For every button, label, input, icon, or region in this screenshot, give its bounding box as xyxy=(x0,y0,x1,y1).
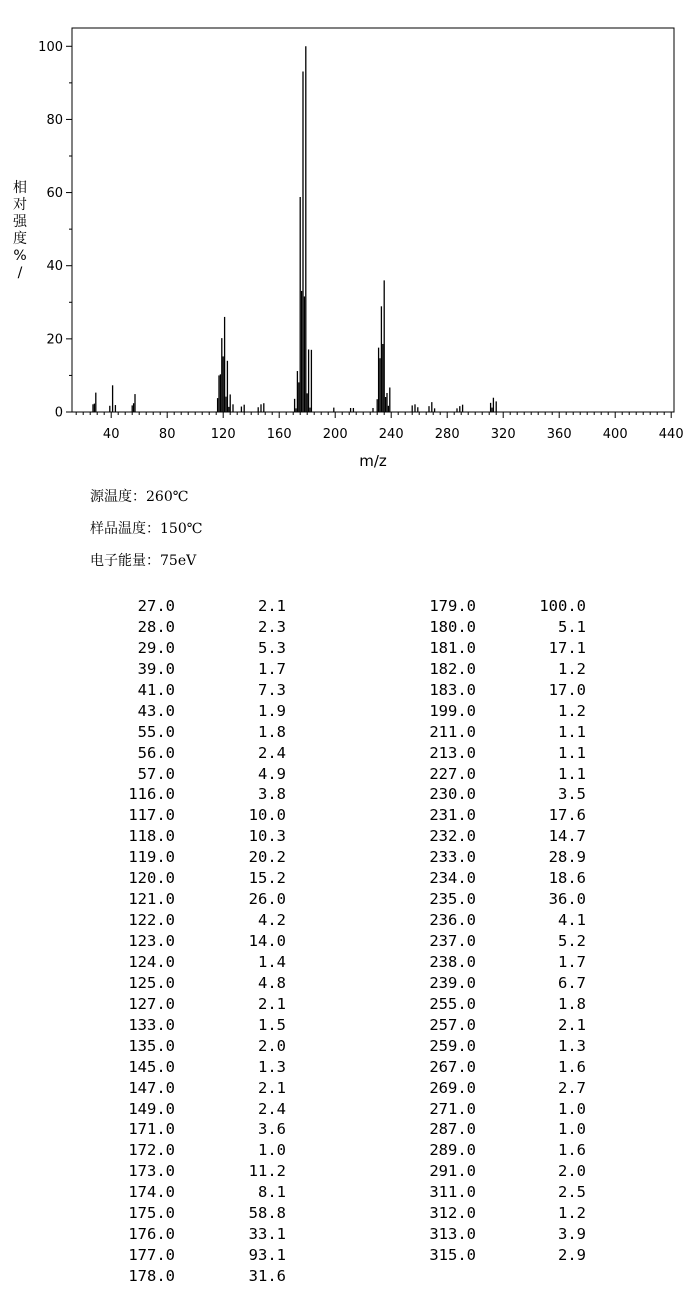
peak-intensity: 1.0 xyxy=(558,1120,586,1139)
peak-row xyxy=(0,826,300,847)
peak-intensity: 2.4 xyxy=(258,743,286,762)
peak-mz: 171.0 xyxy=(128,1120,175,1139)
peak-row xyxy=(301,931,601,952)
peak-row xyxy=(0,994,300,1015)
peak-row xyxy=(301,596,601,617)
peak-mz: 174.0 xyxy=(128,1183,175,1202)
peak-mz: 287.0 xyxy=(429,1120,476,1139)
peak-intensity: 5.1 xyxy=(558,617,586,636)
peak-row xyxy=(0,1015,300,1036)
peak-intensity: 1.8 xyxy=(558,994,586,1013)
peak-intensity: 1.1 xyxy=(558,743,586,762)
peak-mz: 315.0 xyxy=(429,1246,476,1265)
source-temperature: 源温度：260℃ xyxy=(90,489,189,505)
peak-intensity: 2.0 xyxy=(258,1036,286,1055)
peak-row xyxy=(301,868,601,889)
peak-row xyxy=(0,1119,300,1140)
peak-mz: 27.0 xyxy=(137,597,175,615)
peak-intensity: 2.7 xyxy=(558,1078,586,1097)
peak-intensity: 2.1 xyxy=(258,994,286,1013)
peak-intensity: 100.0 xyxy=(539,597,586,615)
peak-mz: 117.0 xyxy=(128,806,175,825)
peak-row xyxy=(0,805,300,826)
peak-row xyxy=(301,973,601,994)
peak-intensity: 2.4 xyxy=(258,1099,286,1118)
peak-intensity: 7.3 xyxy=(258,680,286,699)
peak-row xyxy=(0,889,300,910)
y-tick-label: 40 xyxy=(46,259,63,275)
x-tick-label: 240 xyxy=(378,427,404,442)
peak-intensity: 10.0 xyxy=(248,806,286,825)
peak-row xyxy=(0,1203,300,1224)
x-tick-label: 120 xyxy=(210,427,236,442)
peak-mz: 135.0 xyxy=(128,1036,175,1055)
plot-frame xyxy=(72,28,674,412)
y-tick-label: 60 xyxy=(46,186,63,202)
peak-intensity: 17.1 xyxy=(548,638,586,657)
peak-mz: 234.0 xyxy=(429,869,476,888)
peak-intensity: 4.1 xyxy=(558,911,586,930)
peak-row xyxy=(0,596,300,617)
peak-row xyxy=(0,617,300,638)
x-tick-label: 440 xyxy=(658,427,684,442)
peak-mz: 239.0 xyxy=(429,973,476,992)
peak-intensity: 2.1 xyxy=(258,597,286,615)
peak-row xyxy=(301,764,601,785)
peak-row xyxy=(301,1161,601,1182)
peak-row xyxy=(301,826,601,847)
peak-intensity: 2.1 xyxy=(558,1015,586,1034)
x-axis-label: m/z xyxy=(359,452,387,470)
peak-mz: 180.0 xyxy=(429,617,476,636)
peak-intensity: 1.8 xyxy=(258,722,286,741)
peak-mz: 133.0 xyxy=(128,1015,175,1034)
peak-mz: 39.0 xyxy=(137,659,175,678)
peak-table-right xyxy=(301,596,601,1266)
peak-intensity: 8.1 xyxy=(258,1183,286,1202)
peak-intensity: 2.5 xyxy=(558,1183,586,1202)
peak-row xyxy=(301,910,601,931)
peak-mz: 230.0 xyxy=(429,785,476,804)
peak-row xyxy=(0,952,300,973)
peak-row xyxy=(301,1057,601,1078)
peak-row xyxy=(0,784,300,805)
peak-mz: 127.0 xyxy=(128,994,175,1013)
peak-row xyxy=(0,743,300,764)
peak-row xyxy=(301,1036,601,1057)
peak-row xyxy=(301,659,601,680)
peak-intensity: 36.0 xyxy=(548,890,586,909)
peak-mz: 123.0 xyxy=(128,932,175,950)
peak-intensity: 10.3 xyxy=(248,827,286,846)
peak-row xyxy=(301,701,601,722)
peak-intensity: 1.0 xyxy=(558,1099,586,1118)
peak-mz: 41.0 xyxy=(137,680,175,699)
peak-row xyxy=(0,931,300,952)
peak-mz: 231.0 xyxy=(429,806,476,825)
peak-intensity: 1.6 xyxy=(558,1141,586,1160)
peak-intensity: 1.2 xyxy=(558,659,586,678)
peak-intensity: 11.2 xyxy=(248,1162,286,1181)
x-tick-label: 280 xyxy=(434,427,460,442)
peak-intensity: 28.9 xyxy=(548,848,586,867)
peak-mz: 55.0 xyxy=(137,722,175,741)
peak-mz: 313.0 xyxy=(429,1225,476,1244)
peak-mz: 183.0 xyxy=(429,680,476,699)
peak-row xyxy=(301,1140,601,1161)
peak-mz: 267.0 xyxy=(429,1057,476,1076)
peak-mz: 122.0 xyxy=(128,911,175,930)
peak-intensity: 26.0 xyxy=(248,890,286,909)
peak-mz: 176.0 xyxy=(128,1225,175,1244)
x-tick-label: 400 xyxy=(602,427,628,442)
peak-row xyxy=(0,1161,300,1182)
peak-mz: 57.0 xyxy=(137,764,175,783)
peak-row xyxy=(0,973,300,994)
peak-row xyxy=(301,1224,601,1245)
sample-temperature: 样品温度：150℃ xyxy=(90,521,203,537)
peak-row xyxy=(0,1078,300,1099)
peak-intensity: 1.3 xyxy=(258,1057,286,1076)
peak-mz: 211.0 xyxy=(429,722,476,741)
peak-row xyxy=(301,847,601,868)
peak-row xyxy=(0,1140,300,1161)
peak-row xyxy=(0,847,300,868)
peak-mz: 177.0 xyxy=(128,1246,175,1265)
peak-intensity: 2.0 xyxy=(558,1162,586,1181)
peak-intensity: 20.2 xyxy=(248,848,286,867)
peak-row xyxy=(301,1245,601,1266)
peak-mz: 269.0 xyxy=(429,1078,476,1097)
peak-mz: 232.0 xyxy=(429,827,476,846)
x-axis xyxy=(76,412,683,442)
y-axis-label: 相对强度% / xyxy=(13,180,27,281)
peak-mz: 235.0 xyxy=(429,890,476,909)
peak-table-left xyxy=(0,596,300,1287)
y-tick-label: 80 xyxy=(46,112,63,128)
peak-row xyxy=(301,952,601,973)
peak-intensity: 6.7 xyxy=(558,973,586,992)
peak-row xyxy=(0,910,300,931)
peak-row xyxy=(0,701,300,722)
y-axis xyxy=(38,40,72,421)
peak-intensity: 17.6 xyxy=(548,806,586,825)
peak-row xyxy=(301,680,601,701)
peak-mz: 56.0 xyxy=(137,743,175,762)
peak-intensity: 31.6 xyxy=(248,1267,286,1285)
peak-mz: 119.0 xyxy=(128,848,175,867)
peak-intensity: 5.3 xyxy=(258,638,286,657)
peak-intensity: 1.7 xyxy=(258,659,286,678)
peak-intensity: 15.2 xyxy=(248,869,286,888)
peak-intensity: 14.7 xyxy=(548,827,586,846)
peak-bars xyxy=(93,46,496,412)
peak-mz: 28.0 xyxy=(137,617,175,636)
peak-mz: 118.0 xyxy=(128,827,175,846)
peak-intensity: 1.1 xyxy=(558,764,586,783)
peak-row xyxy=(0,1245,300,1266)
peak-mz: 311.0 xyxy=(429,1183,476,1202)
peak-intensity: 1.0 xyxy=(258,1141,286,1160)
peak-mz: 147.0 xyxy=(128,1078,175,1097)
x-tick-label: 360 xyxy=(546,427,572,442)
peak-mz: 227.0 xyxy=(429,764,476,783)
peak-intensity: 3.6 xyxy=(258,1120,286,1139)
peak-mz: 124.0 xyxy=(128,952,175,971)
peak-intensity: 1.4 xyxy=(258,952,286,971)
peak-mz: 149.0 xyxy=(128,1099,175,1118)
peak-row xyxy=(0,1224,300,1245)
peak-mz: 29.0 xyxy=(137,638,175,657)
peak-mz: 233.0 xyxy=(429,848,476,867)
peak-intensity: 93.1 xyxy=(248,1246,286,1265)
peak-mz: 179.0 xyxy=(429,597,476,615)
peak-row xyxy=(0,722,300,743)
y-tick-label: 20 xyxy=(46,332,63,348)
peak-mz: 271.0 xyxy=(429,1099,476,1118)
peak-mz: 120.0 xyxy=(128,869,175,888)
peak-mz: 213.0 xyxy=(429,743,476,762)
peak-row xyxy=(301,743,601,764)
peak-mz: 43.0 xyxy=(137,701,175,720)
peak-row xyxy=(301,1119,601,1140)
peak-row xyxy=(301,784,601,805)
peak-mz: 312.0 xyxy=(429,1204,476,1223)
x-tick-label: 40 xyxy=(102,427,120,442)
peak-row xyxy=(0,1036,300,1057)
peak-mz: 116.0 xyxy=(128,785,175,804)
peak-row xyxy=(301,617,601,638)
peak-mz: 178.0 xyxy=(128,1267,175,1285)
peak-intensity: 2.1 xyxy=(258,1078,286,1097)
peak-intensity: 1.9 xyxy=(258,701,286,720)
peak-intensity: 17.0 xyxy=(548,680,586,699)
peak-mz: 257.0 xyxy=(429,1015,476,1034)
peak-mz: 236.0 xyxy=(429,911,476,930)
peak-row xyxy=(301,722,601,743)
mass-spectrum-chart xyxy=(0,0,696,480)
peak-row xyxy=(0,1099,300,1120)
peak-intensity: 18.6 xyxy=(548,869,586,888)
peak-mz: 259.0 xyxy=(429,1036,476,1055)
peak-row xyxy=(301,1203,601,1224)
peak-intensity: 3.9 xyxy=(558,1225,586,1244)
peak-mz: 175.0 xyxy=(128,1204,175,1223)
peak-row xyxy=(0,764,300,785)
peak-row xyxy=(0,1057,300,1078)
peak-mz: 121.0 xyxy=(128,890,175,909)
peak-intensity: 5.2 xyxy=(558,932,586,950)
x-tick-label: 320 xyxy=(490,427,516,442)
peak-intensity: 1.6 xyxy=(558,1057,586,1076)
peak-mz: 173.0 xyxy=(128,1162,175,1181)
peak-row xyxy=(301,805,601,826)
peak-intensity: 4.9 xyxy=(258,764,286,783)
peak-row xyxy=(301,1182,601,1203)
peak-row xyxy=(301,638,601,659)
x-tick-label: 80 xyxy=(158,427,176,442)
x-tick-label: 200 xyxy=(322,427,348,442)
peak-row xyxy=(301,1015,601,1036)
peak-intensity: 33.1 xyxy=(248,1225,286,1244)
peak-row xyxy=(0,680,300,701)
peak-row xyxy=(0,868,300,889)
peak-mz: 199.0 xyxy=(429,701,476,720)
peak-intensity: 4.2 xyxy=(258,911,286,930)
peak-intensity: 3.5 xyxy=(558,785,586,804)
peak-mz: 145.0 xyxy=(128,1057,175,1076)
peak-intensity: 58.8 xyxy=(248,1204,286,1223)
peak-intensity: 1.5 xyxy=(258,1015,286,1034)
peak-intensity: 1.3 xyxy=(558,1036,586,1055)
peak-row xyxy=(301,1078,601,1099)
peak-mz: 237.0 xyxy=(429,932,476,950)
peak-mz: 182.0 xyxy=(429,659,476,678)
peak-row xyxy=(0,1182,300,1203)
peak-row xyxy=(0,638,300,659)
peak-intensity: 1.7 xyxy=(558,952,586,971)
y-tick-label: 100 xyxy=(38,39,63,55)
peak-mz: 291.0 xyxy=(429,1162,476,1181)
peak-mz: 125.0 xyxy=(128,973,175,992)
peak-intensity: 4.8 xyxy=(258,973,286,992)
peak-mz: 238.0 xyxy=(429,952,476,971)
peak-row xyxy=(301,1099,601,1120)
x-tick-label: 160 xyxy=(266,427,292,442)
peak-intensity: 1.1 xyxy=(558,722,586,741)
peak-intensity: 3.8 xyxy=(258,785,286,804)
peak-mz: 181.0 xyxy=(429,638,476,657)
peak-mz: 172.0 xyxy=(128,1141,175,1160)
peak-mz: 255.0 xyxy=(429,994,476,1013)
peak-intensity: 2.9 xyxy=(558,1246,586,1265)
peak-row xyxy=(301,889,601,910)
y-tick-label: 0 xyxy=(54,405,63,421)
peak-intensity: 1.2 xyxy=(558,1204,586,1223)
peak-mz: 289.0 xyxy=(429,1141,476,1160)
peak-row xyxy=(0,1266,300,1287)
peak-intensity: 1.2 xyxy=(558,701,586,720)
electron-energy: 电子能量：75eV xyxy=(90,553,197,569)
peak-row xyxy=(0,659,300,680)
peak-row xyxy=(301,994,601,1015)
peak-intensity: 14.0 xyxy=(248,932,286,950)
peak-intensity: 2.3 xyxy=(258,617,286,636)
